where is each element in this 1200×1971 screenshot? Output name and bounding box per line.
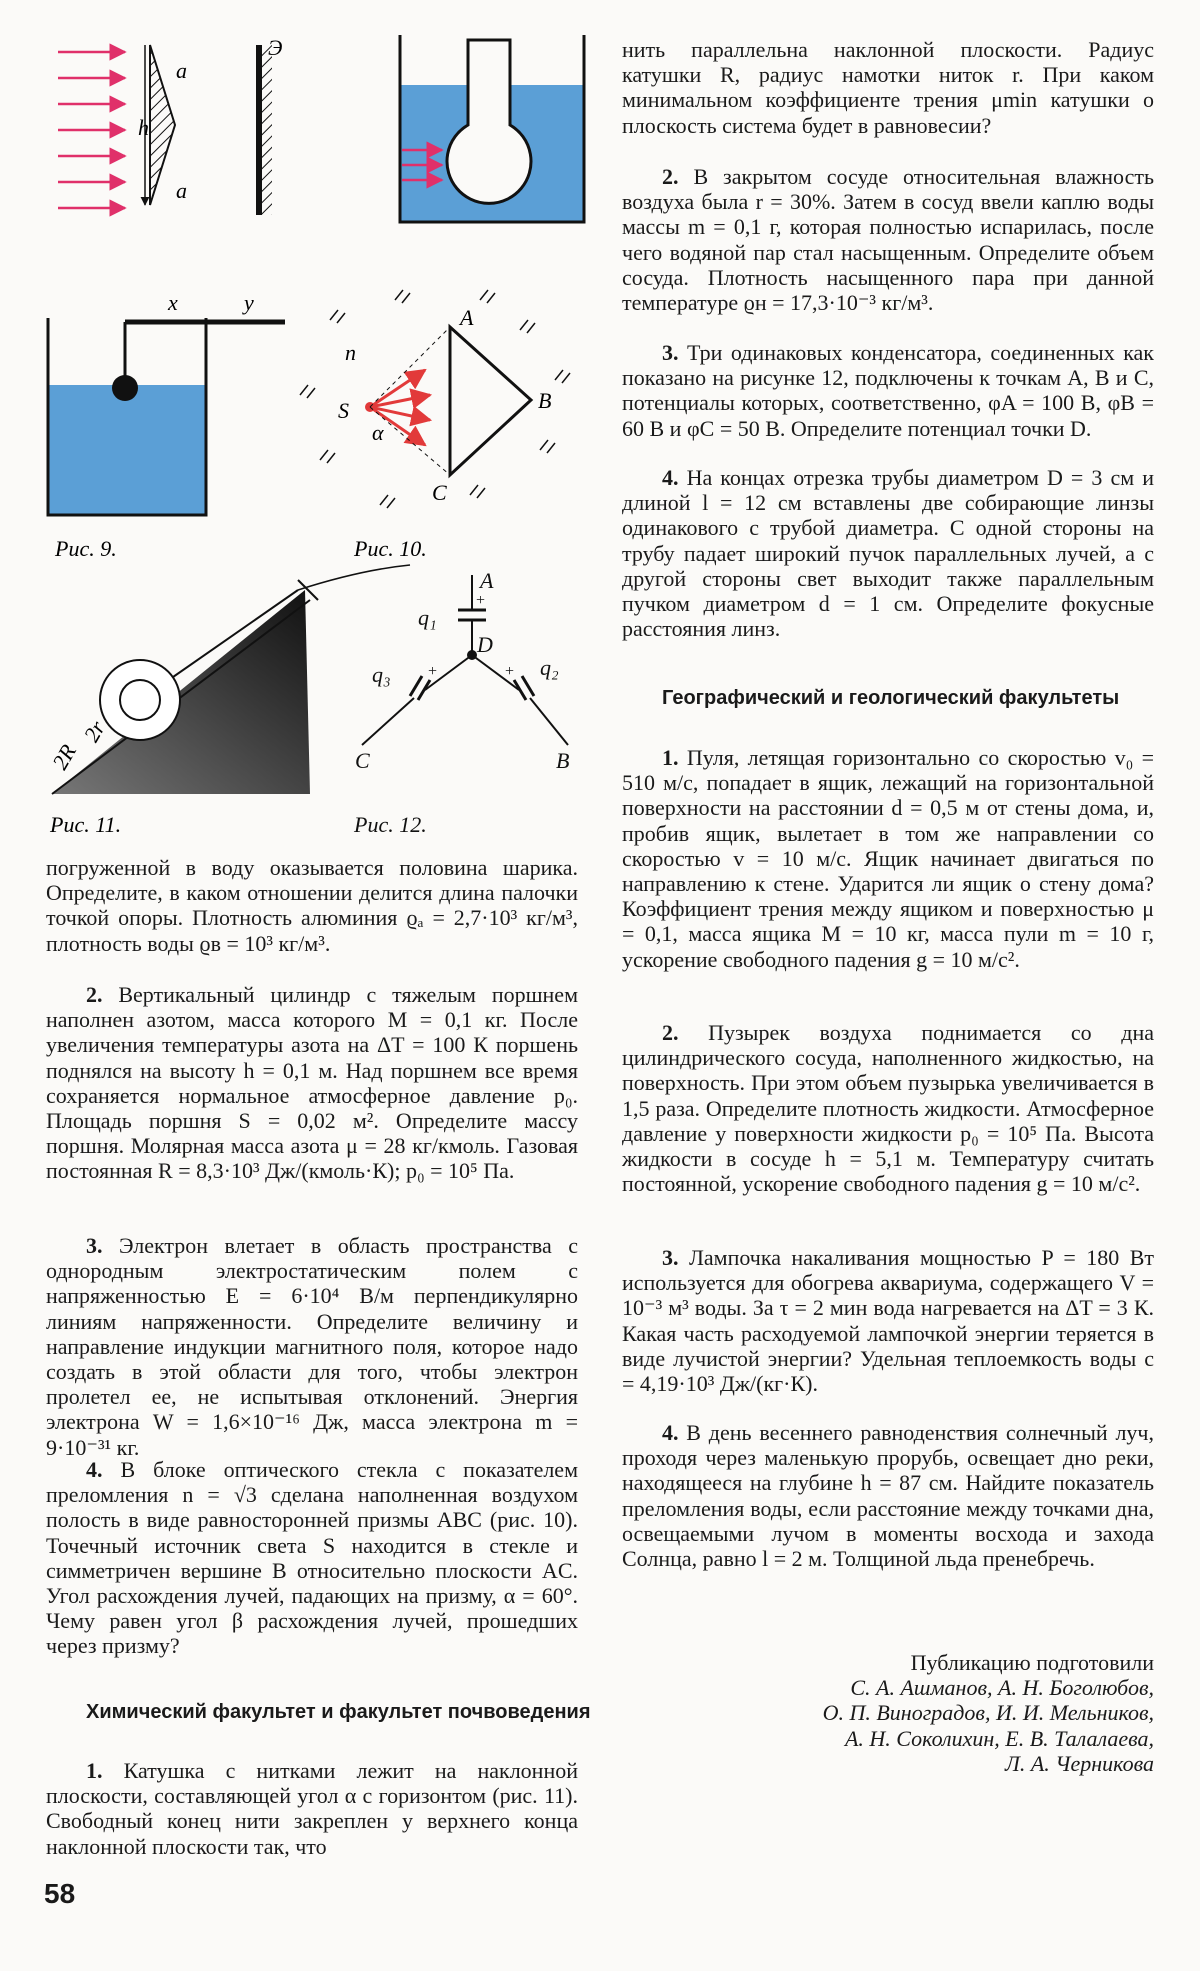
problem-2 — [622, 164, 1154, 315]
label-n: n — [345, 340, 356, 365]
figure-light-prism-plate — [58, 35, 282, 215]
figures — [0, 0, 600, 850]
label-C: C — [355, 748, 370, 773]
problem-number: 4. — [662, 1420, 679, 1445]
section-heading: Химический факультет и факультет почвоведения — [86, 1701, 591, 1723]
credits-line: О. П. Виноградов, И. И. Мельников, — [822, 1700, 1154, 1726]
label-y: y — [244, 290, 254, 315]
label-B: B — [538, 388, 552, 413]
credits-line: А. Н. Соколихин, Е. В. Талалаева, — [844, 1725, 1154, 1751]
problem-number: 3. — [662, 340, 679, 365]
problem-text: Лампочка накаливания мощностью P = 180 Вт используется для обогрева аквариума, содержащего V = 10⁻³ м³ воды. За τ = 2 мин вода нагревается на ΔT = 3 К. Какая часть расходуемой лампочкой энергии теряется в виде лучистой энергии? Удельная теплоемкость воды c = 4,19·10³ Дж/(кг·К). — [622, 1245, 1154, 1397]
problem-text: Пуля, летящая горизонтально со скоростью v₀ = 510 м/с, попадает в ящик, лежащий на горизонтальной поверхности на расстоянии d = 0,5 м от стены дома, и, пробив ящик, вылетает в том же направлении со скоростью v = 10 м/с. Ящик начинает двигаться по направлению к стене. Ударится ли ящик о стену дома? Коэффициент трения между ящиком и поверхностью μ = 0,1, масса ящика M = 10 кг, масса пули m = 10 г, ускорение свободного падения g = 10 м/с². — [622, 745, 1154, 972]
label-h: h — [138, 115, 149, 140]
section-heading: Географический и геологический факультеты — [662, 687, 1120, 709]
problem-text: Катушка с нитками лежит на наклонной плоскости, составляющей угол α с горизонтом (рис. 11). Свободный конец нити закреплен у верхнего конца наклонной плоскости так, что — [46, 1758, 578, 1859]
credits-line: Л. А. Черникова — [1004, 1750, 1154, 1776]
label-x: x — [168, 290, 178, 315]
problem-2 — [46, 982, 578, 1184]
problem-3 — [622, 340, 1154, 441]
problem-number: 3. — [662, 1245, 679, 1270]
problem-1 — [622, 745, 1154, 972]
figure-9 — [48, 290, 285, 561]
problem-number: 2. — [662, 164, 679, 189]
label-a: a — [176, 178, 187, 203]
problem-3 — [622, 1245, 1154, 1396]
caption-fig9: Рис. 9. — [55, 536, 117, 561]
problem-text: В закрытом сосуде относительная влажность воздуха была r = 30%. Затем в сосуд ввели каплю воды массы m = 0,1 г, которая полностью испарилась, после чего водяной пар стал насыщенным. Определите объем сосуда. Плотность насыщенного пара при данной температуре ϱн = 17,3·10⁻³ кг/м³. — [622, 164, 1154, 316]
label-alpha: α — [372, 420, 384, 445]
credits-lead: Публикацию подготовили — [910, 1650, 1154, 1675]
problem-1 — [46, 1758, 578, 1859]
figure-11 — [47, 565, 410, 837]
credits — [622, 1650, 1154, 1776]
plus-sign: + — [428, 663, 438, 680]
problem-number: 2. — [662, 1020, 679, 1045]
problem-number: 1. — [86, 1758, 103, 1783]
label-A: A — [480, 568, 494, 593]
problem-text: В блоке оптического стекла с показателем преломления n = √3 сделана наполненная воздухом полость в виде равносторонней призмы ABC (рис. 10). Точечный источник света S находится в стекле и симметричен вершине B относительно плоскости AC. Угол расхождения лучей, падающих на призму, α = 60°. Чему равен угол β расхождения лучей, прошедших через призму? — [46, 1457, 578, 1659]
problem-2 — [622, 1020, 1154, 1196]
problem-4 — [622, 465, 1154, 641]
screen — [256, 45, 262, 215]
label-a: a — [176, 58, 187, 83]
label-S: S — [338, 398, 349, 423]
label-C: C — [432, 480, 447, 505]
caption-fig11: Рис. 11. — [50, 812, 122, 837]
problem-text: Пузырек воздуха поднимается со дна цилиндрического сосуда, наполненного жидкостью, на поверхность. При этом объем пузырька увеличивается в 1,5 раза. Определите плотность жидкости. Атмосферное давление у поверхности жидкости p₀ = 10⁵ Па. Высота жидкости в сосуде h = 5,1 м. Температуру считать постоянной, ускорение свободного падения g = 10 м/с². — [622, 1020, 1154, 1197]
label-A: A — [460, 305, 474, 330]
figure-flask-in-water — [400, 35, 584, 222]
problem-number: 2. — [86, 982, 103, 1007]
page-number: 58 — [44, 1878, 76, 1909]
problem-number: 4. — [662, 465, 679, 490]
label-2R: 2R — [47, 739, 81, 774]
label-q2: q₂ — [540, 655, 559, 680]
problem-text: Электрон влетает в область пространства с однородным электростатическим полем с напряженностью E = 6·10⁴ В/м перпендикулярно линиям напряженности. Определите величину и направление индукции магнитного поля, которое надо создать в этой области для того, чтобы электрон пролетел ее, не испытывая отклонений. Энергия электрона W = 1,6×10⁻¹⁶ Дж, масса электрона m = 9·10⁻³¹ кг. — [46, 1233, 578, 1460]
label-q3: q₃ — [372, 662, 391, 687]
label-B: B — [556, 748, 570, 773]
plus-sign: + — [476, 592, 486, 609]
label-D: D — [477, 632, 493, 657]
caption-fig12: Рис. 12. — [354, 812, 427, 837]
problem-text: Вертикальный цилиндр с тяжелым поршнем наполнен азотом, масса которого M = 0,1 кг. После увеличения температуры азота на ΔT = 100 К поршень поднялся на высоту h = 0,1 м. Над поршнем все время сохраняется нормальное атмосферное давление p₀. Площадь поршня S = 0,02 м². Определите массу поршня. Молярная масса азота μ = 28 кг/кмоль. Газовая постоянная R = 8,3·10³ Дж/(кмоль·К); p₀ = 10⁵ Па. — [46, 982, 578, 1184]
paragraph: погруженной в воду оказывается половина шарика. Определите, в каком отношении делится длина палочки точкой опоры. Плотность алюминия ϱₐ = 2,7·10³ кг/м³, плотность воды ϱв = 10³ кг/м³. — [46, 855, 578, 956]
problem-3 — [46, 1233, 578, 1460]
plus-sign: + — [505, 663, 515, 680]
credits-line: С. А. Ашманов, А. Н. Боголюбов, — [850, 1675, 1154, 1701]
figure-12 — [353, 568, 569, 837]
problem-number: 3. — [86, 1233, 103, 1258]
problem-text: Три одинаковых конденсатора, соединенных как показано на рисунке 12, подключены к точкам A, B и C, потенциалы которых, соответственно, φA = 100 В, φB = 60 В и φC = 50 В. Определите потенциал точки D. — [622, 340, 1154, 441]
problem-number: 1. — [662, 745, 679, 770]
caption-fig10: Рис. 10. — [354, 536, 427, 561]
label-q1: q₁ — [418, 605, 437, 630]
problem-4 — [622, 1420, 1154, 1571]
problem-4 — [46, 1457, 578, 1659]
problem-text: В день весеннего равноденствия солнечный луч, проходя через маленькую прорубь, освещает дно реки, находящееся на глубине h = 87 см. Найдите показатель преломления воды, если расстояние между точками дна, освещаемыми лучом в моменты восхода и захода Солнца, равно l = 2 м. Толщиной льда пренебречь. — [622, 1420, 1154, 1572]
problem-text: На концах отрезка трубы диаметром D = 3 см и длиной l = 12 см вставлены две собирающие линзы одинакового с трубой диаметра. С одной стороны на трубу падает широкий пучок параллельных лучей, а с другой стороны свет выходит также параллельным пучком диаметром d = 1 см. Определите фокусные расстояния линз. — [622, 465, 1154, 642]
figure-10 — [300, 290, 570, 561]
label-2r: 2r — [78, 716, 110, 747]
paragraph: нить параллельна наклонной плоскости. Радиус катушки R, радиус намотки ниток r. При каком минимальном коэффициенте трения μmin катушки о плоскость система будет в равновесии? — [622, 37, 1154, 138]
label-screen: Э — [268, 35, 283, 60]
problem-number: 4. — [86, 1457, 103, 1482]
incident-light-arrows — [58, 52, 125, 208]
